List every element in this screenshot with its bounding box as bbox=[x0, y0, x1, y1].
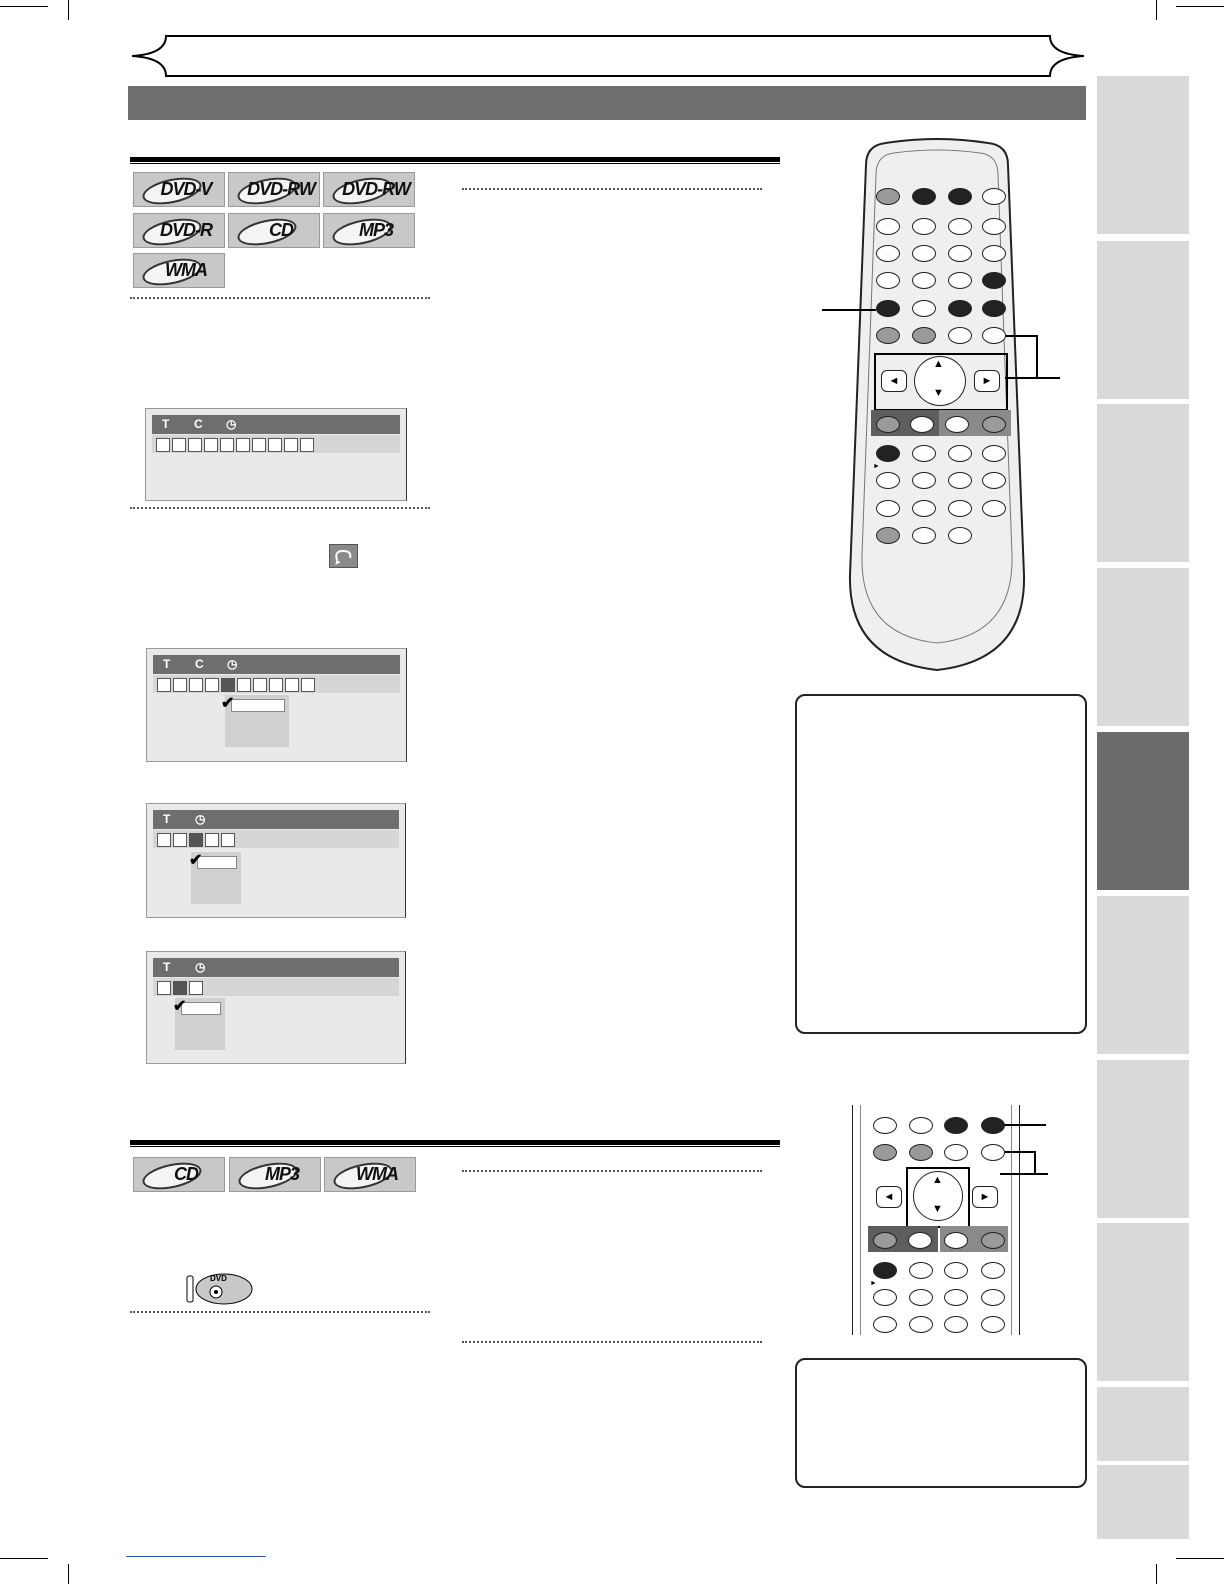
callout-line bbox=[822, 309, 876, 311]
note-box bbox=[795, 1358, 1087, 1488]
disc-type-label: WMA bbox=[165, 260, 207, 280]
remote-button[interactable] bbox=[982, 472, 1006, 489]
disc-type-badge bbox=[228, 172, 320, 207]
disc-type-badge bbox=[323, 172, 415, 207]
remote-button[interactable] bbox=[944, 1262, 968, 1279]
osd-status-bar bbox=[153, 958, 399, 977]
osd-status-label: T bbox=[163, 960, 171, 974]
dpad-up-button[interactable]: ▲ bbox=[932, 1174, 943, 1186]
remote-button[interactable] bbox=[981, 1117, 1005, 1134]
osd-menu-highlight bbox=[231, 699, 285, 712]
remote-button[interactable] bbox=[982, 327, 1006, 344]
osd-status-label: ◷ bbox=[227, 657, 238, 671]
section-rule-1 bbox=[130, 157, 780, 162]
osd-function-icon bbox=[157, 981, 171, 995]
remote-button[interactable] bbox=[944, 1117, 968, 1134]
osd-status-label: C bbox=[195, 657, 204, 671]
osd-function-icon bbox=[157, 833, 171, 847]
remote-button[interactable] bbox=[982, 188, 1006, 205]
remote-button[interactable] bbox=[982, 500, 1006, 517]
crop-mark bbox=[0, 1558, 48, 1559]
remote-button[interactable] bbox=[873, 1232, 897, 1249]
disc-type-label: DVD-R bbox=[160, 220, 212, 240]
remote-button[interactable] bbox=[873, 1289, 897, 1306]
disc-type-badge bbox=[133, 213, 225, 248]
dotted-divider bbox=[462, 1170, 762, 1172]
remote-button[interactable] bbox=[909, 1316, 933, 1333]
osd-screen bbox=[146, 803, 406, 918]
disc-type-badge bbox=[133, 172, 225, 207]
osd-status-label: T bbox=[162, 417, 170, 431]
remote-button[interactable] bbox=[912, 300, 936, 317]
remote-button[interactable] bbox=[873, 1117, 897, 1134]
osd-function-icon bbox=[189, 678, 203, 692]
remote-button[interactable] bbox=[912, 272, 936, 289]
dvd-tray-logo bbox=[186, 1272, 254, 1306]
remote-button[interactable] bbox=[981, 1144, 1005, 1161]
osd-function-icon bbox=[221, 833, 235, 847]
disc-type-badge bbox=[228, 213, 320, 248]
dotted-divider bbox=[130, 297, 430, 299]
osd-status-label: C bbox=[194, 417, 203, 431]
disc-type-badge bbox=[324, 1157, 416, 1192]
disc-type-label: DVD-RW bbox=[342, 179, 410, 199]
remote-button[interactable] bbox=[876, 245, 900, 262]
dotted-divider bbox=[462, 1341, 762, 1343]
disc-type-label: WMA bbox=[356, 1164, 398, 1184]
section-tab[interactable] bbox=[1097, 896, 1189, 1054]
osd-screen bbox=[146, 648, 407, 762]
dpad-down-button[interactable]: ▼ bbox=[933, 387, 944, 399]
osd-function-icon bbox=[157, 678, 171, 692]
section-title-bar bbox=[128, 86, 1086, 120]
section-tab[interactable] bbox=[1097, 76, 1189, 234]
remote-button[interactable] bbox=[948, 272, 972, 289]
osd-status-label: ◷ bbox=[226, 417, 237, 431]
remote-button[interactable] bbox=[876, 500, 900, 517]
dpad-left-button[interactable]: ◄ bbox=[876, 1186, 902, 1208]
dotted-divider bbox=[462, 188, 762, 190]
osd-function-icon bbox=[172, 438, 186, 452]
remote-button[interactable] bbox=[912, 327, 936, 344]
osd-function-icon bbox=[173, 981, 187, 995]
osd-status-bar bbox=[153, 655, 400, 674]
remote-button[interactable] bbox=[873, 1262, 897, 1279]
section-tab[interactable] bbox=[1097, 241, 1189, 399]
osd-function-icon bbox=[156, 438, 170, 452]
osd-function-icon bbox=[284, 438, 298, 452]
osd-menu-highlight bbox=[197, 856, 237, 869]
osd-function-icon bbox=[220, 438, 234, 452]
crop-mark bbox=[68, 1564, 69, 1584]
play-marker: ► bbox=[873, 463, 880, 470]
section-tab[interactable] bbox=[1097, 732, 1189, 890]
remote-button[interactable] bbox=[912, 500, 936, 517]
disc-type-label: CD bbox=[269, 220, 293, 240]
osd-icon-row bbox=[153, 830, 399, 848]
callout-line bbox=[1005, 377, 1060, 379]
disc-type-label: MP3 bbox=[264, 1164, 299, 1184]
dvd-logo-text: DVD bbox=[210, 1274, 227, 1283]
osd-function-icon bbox=[301, 678, 315, 692]
remote-button[interactable] bbox=[982, 218, 1006, 235]
remote-button[interactable] bbox=[912, 245, 936, 262]
crop-mark bbox=[1156, 1564, 1157, 1584]
remote-button[interactable] bbox=[912, 472, 936, 489]
osd-status-label: T bbox=[163, 812, 171, 826]
disc-type-badge bbox=[323, 213, 415, 248]
callout-line bbox=[1000, 1173, 1048, 1175]
dotted-divider bbox=[130, 507, 430, 509]
dpad-up-button[interactable]: ▲ bbox=[933, 358, 944, 370]
vcr-button[interactable] bbox=[908, 1232, 932, 1249]
osd-function-icon bbox=[189, 833, 203, 847]
remote-button[interactable] bbox=[912, 445, 936, 462]
dpad-right-button[interactable]: ► bbox=[974, 370, 1000, 392]
osd-function-icon bbox=[188, 438, 202, 452]
footer-underline bbox=[126, 1556, 266, 1557]
osd-function-icon bbox=[268, 438, 282, 452]
dpad-right-button[interactable]: ► bbox=[972, 1186, 998, 1208]
osd-function-icon bbox=[189, 981, 203, 995]
remote-button[interactable] bbox=[981, 1316, 1005, 1333]
dpad-down-button[interactable]: ▼ bbox=[932, 1203, 943, 1215]
callout-line bbox=[1036, 335, 1038, 379]
osd-icon-row bbox=[153, 675, 400, 693]
disc-type-label: DVD-RW bbox=[247, 179, 315, 199]
crop-mark bbox=[1176, 6, 1224, 7]
section-tab[interactable] bbox=[1097, 1223, 1189, 1381]
disc-type-badge bbox=[133, 1157, 225, 1192]
remote-button[interactable] bbox=[944, 1289, 968, 1306]
remote-button[interactable] bbox=[876, 445, 900, 462]
remote-button[interactable] bbox=[909, 1262, 933, 1279]
section-tab[interactable] bbox=[1097, 1387, 1189, 1461]
remote-button[interactable] bbox=[909, 1117, 933, 1134]
osd-status-bar bbox=[152, 415, 400, 434]
disc-type-label: DVD-V bbox=[160, 179, 212, 199]
remote-button[interactable] bbox=[876, 327, 900, 344]
crop-mark bbox=[1156, 0, 1157, 20]
osd-screen bbox=[145, 408, 407, 501]
remote-button[interactable] bbox=[981, 1262, 1005, 1279]
remote-button[interactable] bbox=[876, 416, 900, 433]
osd-function-icon bbox=[253, 678, 267, 692]
remote-button[interactable] bbox=[982, 445, 1006, 462]
remote-button[interactable] bbox=[948, 527, 972, 544]
osd-function-icon bbox=[252, 438, 266, 452]
osd-function-icon bbox=[269, 678, 283, 692]
section-tab[interactable] bbox=[1097, 404, 1189, 562]
section-tab[interactable] bbox=[1097, 1465, 1189, 1539]
remote-button[interactable] bbox=[876, 527, 900, 544]
dotted-divider bbox=[130, 1311, 430, 1313]
osd-function-icon bbox=[300, 438, 314, 452]
remote-button[interactable] bbox=[909, 1144, 933, 1161]
remote-button[interactable] bbox=[948, 500, 972, 517]
disc-type-label: CD bbox=[174, 1164, 198, 1184]
osd-icon-row bbox=[153, 978, 399, 996]
remote-button[interactable] bbox=[876, 188, 900, 205]
dpad-left-button[interactable]: ◄ bbox=[881, 370, 907, 392]
note-box bbox=[795, 694, 1087, 1034]
remote-button[interactable] bbox=[948, 327, 972, 344]
osd-function-icon bbox=[204, 438, 218, 452]
callout-line bbox=[1034, 1151, 1036, 1175]
remote-button[interactable] bbox=[876, 300, 900, 317]
remote-button[interactable] bbox=[912, 188, 936, 205]
repeat-icon bbox=[329, 544, 358, 568]
osd-menu-highlight bbox=[181, 1002, 221, 1015]
remote-button[interactable] bbox=[948, 218, 972, 235]
remote-button[interactable] bbox=[982, 272, 1006, 289]
section-rule-2 bbox=[130, 1140, 780, 1145]
crop-mark bbox=[0, 6, 48, 7]
crop-mark bbox=[68, 0, 69, 20]
disc-type-badge bbox=[133, 253, 225, 288]
remote-button[interactable] bbox=[948, 472, 972, 489]
osd-repeat-menu bbox=[225, 695, 289, 747]
osd-function-icon bbox=[236, 438, 250, 452]
dvd-button[interactable] bbox=[945, 416, 969, 433]
title-ribbon bbox=[128, 32, 1088, 80]
osd-function-icon bbox=[173, 678, 187, 692]
osd-function-icon bbox=[237, 678, 251, 692]
check-icon: ✔ bbox=[221, 695, 235, 712]
check-icon: ✔ bbox=[189, 852, 203, 869]
osd-icon-row bbox=[152, 435, 400, 453]
osd-status-label: T bbox=[163, 657, 171, 671]
osd-screen bbox=[146, 951, 406, 1064]
osd-function-icon bbox=[285, 678, 299, 692]
osd-function-icon bbox=[205, 833, 219, 847]
remote-button[interactable] bbox=[876, 272, 900, 289]
disc-type-label: MP3 bbox=[358, 220, 393, 240]
remote-button[interactable] bbox=[944, 1144, 968, 1161]
remote-button[interactable] bbox=[873, 1144, 897, 1161]
check-icon: ✔ bbox=[173, 998, 187, 1015]
remote-button[interactable] bbox=[948, 445, 972, 462]
remote-button[interactable] bbox=[944, 1316, 968, 1333]
remote-button[interactable] bbox=[982, 416, 1006, 433]
vcr-button[interactable] bbox=[910, 416, 934, 433]
remote-button[interactable] bbox=[876, 472, 900, 489]
remote-button[interactable] bbox=[912, 527, 936, 544]
osd-status-label: ◷ bbox=[195, 960, 206, 974]
dvd-button[interactable] bbox=[944, 1232, 968, 1249]
remote-button[interactable] bbox=[873, 1316, 897, 1333]
remote-button[interactable] bbox=[876, 218, 900, 235]
remote-button[interactable] bbox=[948, 188, 972, 205]
osd-function-icon bbox=[221, 678, 235, 692]
osd-status-label: ◷ bbox=[195, 812, 206, 826]
crop-mark bbox=[1176, 1558, 1224, 1559]
remote-button[interactable] bbox=[948, 245, 972, 262]
callout-line bbox=[1000, 1151, 1036, 1153]
remote-button[interactable] bbox=[912, 218, 936, 235]
remote-button[interactable] bbox=[982, 245, 1006, 262]
osd-function-icon bbox=[205, 678, 219, 692]
callout-line bbox=[1000, 1124, 1046, 1126]
remote-button[interactable] bbox=[909, 1289, 933, 1306]
remote-button[interactable] bbox=[981, 1232, 1005, 1249]
osd-status-bar bbox=[153, 810, 399, 829]
section-tab[interactable] bbox=[1097, 568, 1189, 726]
osd-function-icon bbox=[173, 833, 187, 847]
remote-button[interactable] bbox=[948, 300, 972, 317]
remote-button[interactable] bbox=[981, 1289, 1005, 1306]
play-marker: ► bbox=[870, 1280, 877, 1287]
section-tab[interactable] bbox=[1097, 1060, 1189, 1218]
disc-type-badge bbox=[229, 1157, 321, 1192]
remote-button[interactable] bbox=[982, 300, 1006, 317]
